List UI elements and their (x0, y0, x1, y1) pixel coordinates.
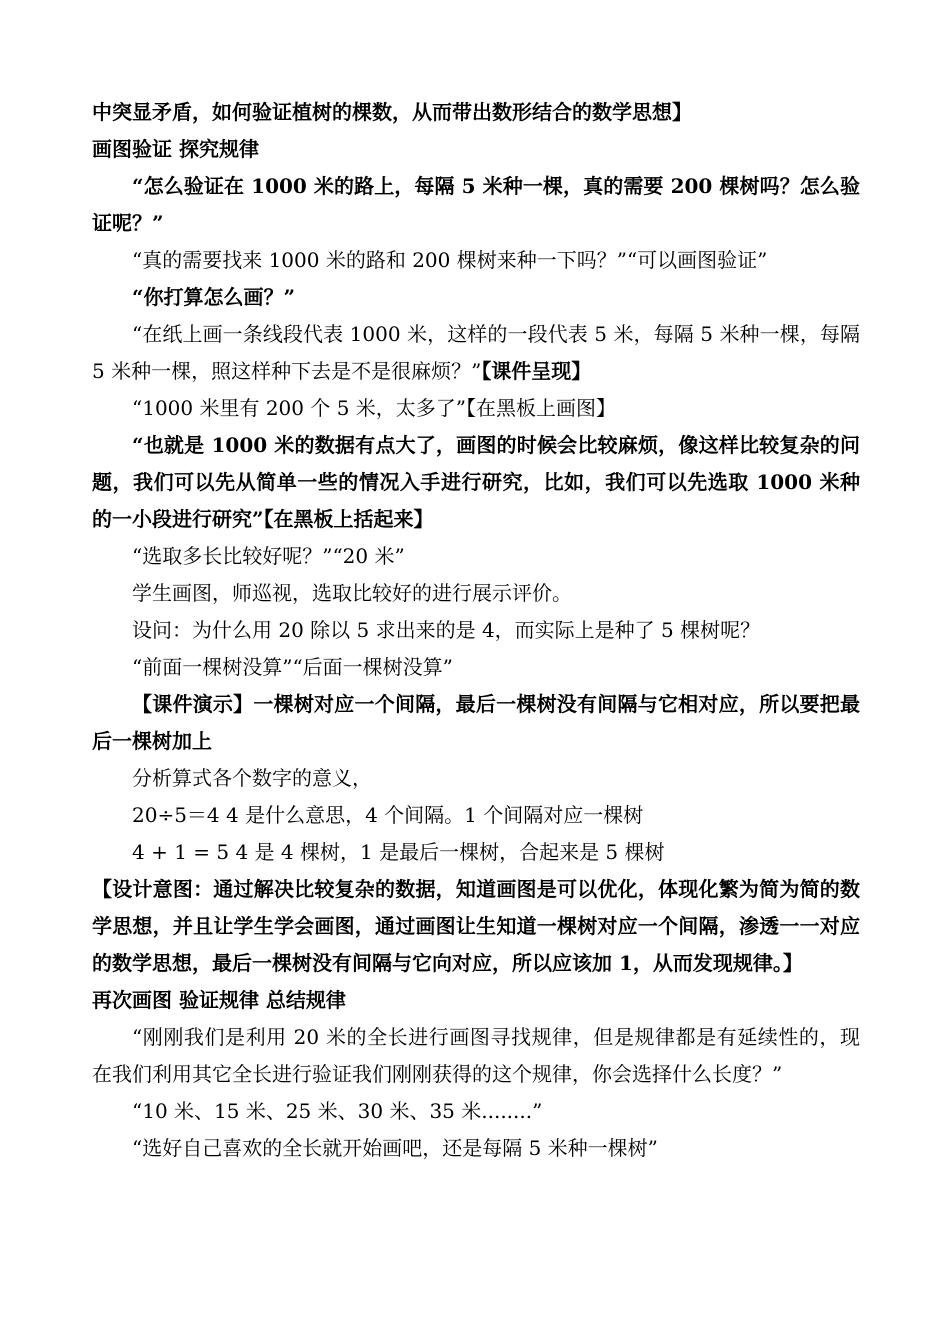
paragraph: “也就是 1000 米的数据有点大了，画图的时候会比较麻烦，像这样比较复杂的问题，我们可以先从简单一些的情况入手进行研究，比如，我们可以先选取 1000 米种的一小段进行研究”【在黑板上括起来】 (92, 433, 860, 531)
design-intent-paragraph: 【设计意图：通过解决比较复杂的数据，知道画图是可以优化，体现化繁为简为简的数学思想，并且让学生学会画图，通过画图让生知道一棵树对应一个间隔，渗透一一对应的数学思想，最后一棵树没有间隔与它向对应，所以应该加 1，从而发现规律。】 (92, 877, 860, 975)
section-heading: 画图验证 探究规律 (92, 137, 259, 161)
text-line: 学生画图，师巡视，选取比较好的进行展示评价。 (132, 581, 572, 605)
paragraph (92, 316, 860, 390)
formula-line: 20÷5＝4 4 是什么意思，4 个间隔。1 个间隔对应一棵树 (132, 803, 644, 827)
formula-line: 4 + 1 = 5 4 是 4 棵树，1 是最后一棵树，合起来是 5 棵树 (132, 840, 665, 864)
text-line: “你打算怎么画？” (132, 285, 296, 309)
paragraph: 【课件演示】一棵树对应一个间隔，最后一棵树没有间隔与它相对应，所以要把最后一棵树加上 (92, 692, 860, 753)
text-line: 设问：为什么用 20 除以 5 求出来的是 4，而实际上是种了 5 棵树呢？ (132, 618, 761, 642)
document-page (92, 94, 860, 1167)
line-text: “1000 米里有 200 个 5 米，太多了” (132, 396, 467, 420)
text-line: “选好自己喜欢的全长就开始画吧，还是每隔 5 米种一棵树” (132, 1136, 658, 1160)
paragraph: “刚刚我们是利用 20 米的全长进行画图寻找规律，但是规律都是有延续性的，现在我们利用其它全长进行验证我们刚刚获得的这个规律，你会选择什么长度？” (92, 1025, 860, 1086)
text-line (92, 390, 860, 427)
paragraph: “怎么验证在 1000 米的路上，每隔 5 米种一棵，真的需要 200 棵树吗？怎么验证呢？” (92, 174, 860, 235)
text-line: “真的需要找来 1000 米的路和 200 棵树来种一下吗？”“可以画图验证” (132, 248, 768, 272)
text-line: “前面一棵树没算”“后面一棵树没算” (132, 655, 453, 679)
text-line: “选取多长比较好呢？”“20 米” (132, 544, 405, 568)
paragraph-text: “在纸上画一条线段代表 1000 米，这样的一段代表 5 米，每隔 5 米种一棵，每隔 5 米种一棵，照这样种下去是不是很麻烦？” (92, 322, 860, 383)
section-heading: 再次画图 验证规律 总结规律 (92, 988, 346, 1012)
bracket-note: 【课件呈现】 (481, 359, 592, 383)
bracket-note: 【在黑板上画图】 (466, 396, 617, 420)
text-line: 分析算式各个数字的意义， (132, 766, 372, 790)
text-line: “10 米、15 米、25 米、30 米、35 米........” (132, 1099, 543, 1123)
text-line: 中突显矛盾，如何验证植树的棵数，从而带出数形结合的数学思想】 (92, 100, 692, 124)
